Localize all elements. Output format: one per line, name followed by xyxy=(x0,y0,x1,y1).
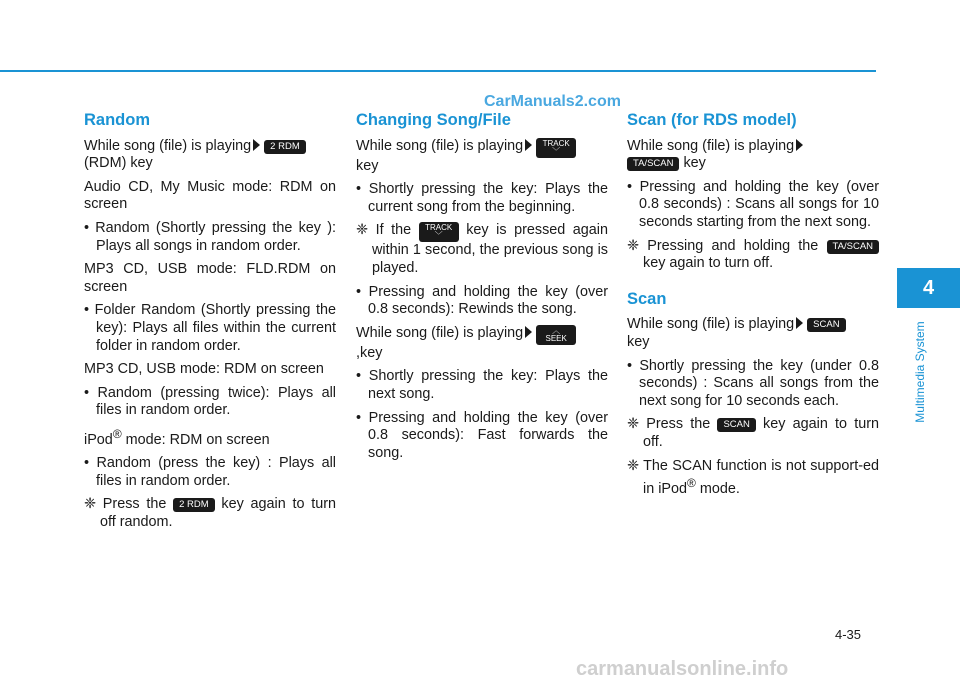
mp3-fld-text: MP3 CD, USB mode: FLD.RDM on screen xyxy=(84,261,336,295)
scan-note-2-suffix: mode. xyxy=(695,480,740,497)
seek-intro-key-text: ,key xyxy=(356,344,383,361)
watermark-bottom: carmanualsonline.info xyxy=(576,658,789,680)
watermark-top: CarManuals2.com xyxy=(484,93,621,110)
random-note xyxy=(84,496,336,531)
folder-random-bullet: • Folder Random (Shortly pressing the key): Plays all files within the current folder in random order. xyxy=(84,302,336,354)
seek-intro xyxy=(356,325,608,363)
track-intro-text: While song (file) is playing xyxy=(356,137,524,154)
random-intro-text: While song (file) is playing xyxy=(84,137,252,154)
registered-mark: ® xyxy=(687,476,696,491)
play-arrow-icon xyxy=(253,139,260,151)
seek-up-key-icon: ︿ SEEK xyxy=(536,325,576,345)
chapter-tab: 4 xyxy=(897,268,960,308)
random-note-start: ❈ Press the xyxy=(84,496,167,513)
track-short-bullet: • Shortly pressing the key: Plays the current song from the beginning. xyxy=(356,181,608,215)
scan-rds-intro-key-text: key xyxy=(683,155,706,172)
track-down-key-icon: TRACK ﹀ xyxy=(419,222,459,242)
scan-rds-intro-text: While song (file) is playing xyxy=(627,137,795,154)
top-rule xyxy=(0,70,876,72)
audio-mode-text: Audio CD, My Music mode: RDM on screen xyxy=(84,178,336,213)
random-note-end: key again to turn off random. xyxy=(100,496,337,531)
seek-hold-bullet: • Pressing and holding the key (over 0.8 seconds): Fast forwards the song. xyxy=(356,409,608,461)
scan-intro-key-text: key xyxy=(627,333,650,350)
ipod-text: iPod xyxy=(84,431,113,448)
play-arrow-icon xyxy=(796,139,803,151)
ipod-mode-suffix: mode: RDM on screen xyxy=(121,431,270,448)
track-down-key-icon: TRACK ﹀ xyxy=(536,138,576,158)
track-hold-bullet: • Pressing and holding the key (over 0.8 seconds): Rewinds the song. xyxy=(356,283,608,318)
changing-heading: Changing Song/File xyxy=(356,111,511,129)
track-intro xyxy=(356,138,608,176)
play-arrow-icon xyxy=(525,326,532,338)
side-label: Multimedia System xyxy=(913,321,927,423)
scan-heading: Scan xyxy=(627,289,667,308)
track-note-end: key is pressed again within 1 second, the previous song is played. xyxy=(372,222,609,276)
scan-key-icon: SCAN xyxy=(717,418,755,432)
play-arrow-icon xyxy=(525,139,532,151)
scan-intro xyxy=(627,316,879,351)
scan-rds-bullet: • Pressing and holding the key (over 0.8 seconds) : Scans all songs for 10 seconds starting from the next song. xyxy=(627,178,879,230)
scan-rds-intro xyxy=(627,138,879,173)
scan-note-1-start: ❈ Press the xyxy=(627,416,711,433)
play-arrow-icon xyxy=(796,317,803,329)
seek-short-bullet: • Shortly pressing the key: Plays the next song. xyxy=(356,368,608,402)
scan-note-2-text: ❈ The SCAN function is not support-ed in iPod xyxy=(627,457,879,497)
random-intro xyxy=(84,138,336,173)
scan-column xyxy=(627,112,879,504)
audio-random-bullet: • Random (Shortly pressing the key ): Plays all songs in random order. xyxy=(84,219,336,254)
scan-note-2 xyxy=(627,458,879,499)
scan-intro-text: While song (file) is playing xyxy=(627,316,795,333)
scan-rds-note-start: ❈ Pressing and holding the xyxy=(627,237,819,254)
seek-intro-text: While song (file) is playing xyxy=(356,324,524,341)
ipod-mode-text xyxy=(84,426,336,449)
twice-random-bullet: • Random (pressing twice): Plays all files in random order. xyxy=(84,384,336,419)
random-column xyxy=(84,112,336,538)
rdm-key-icon: 2 RDM xyxy=(264,140,306,154)
scan-rds-note-end: key again to turn off. xyxy=(643,255,774,272)
ipod-random-bullet: • Random (press the key) : Plays all files in random order. xyxy=(84,455,336,489)
track-note-start: ❈ If the xyxy=(356,222,412,239)
scan-note-1-end: key again to turn off. xyxy=(643,416,880,450)
scan-note-1 xyxy=(627,416,879,451)
scan-rds-heading: Scan (for RDS model) xyxy=(627,111,797,129)
random-heading: Random xyxy=(84,111,150,129)
tascan-key-icon: TA/SCAN xyxy=(827,240,879,254)
track-note xyxy=(356,222,608,277)
tascan-key-icon: TA/SCAN xyxy=(627,157,679,171)
changing-column xyxy=(356,112,608,468)
scan-key-icon: SCAN xyxy=(807,318,845,332)
rdm-key-icon: 2 RDM xyxy=(173,498,215,512)
scan-rds-note xyxy=(627,238,879,273)
scan-bullet: • Shortly pressing the key (under 0.8 seconds) : Scans all songs from the next song for 10 seconds each. xyxy=(627,357,879,409)
mp3-rdm-text: MP3 CD, USB mode: RDM on screen xyxy=(84,361,324,378)
page-number: 4-35 xyxy=(835,627,862,642)
track-intro-key-text: key xyxy=(356,157,379,174)
registered-mark: ® xyxy=(112,426,122,441)
random-intro-key-text: (RDM) key xyxy=(84,155,153,172)
